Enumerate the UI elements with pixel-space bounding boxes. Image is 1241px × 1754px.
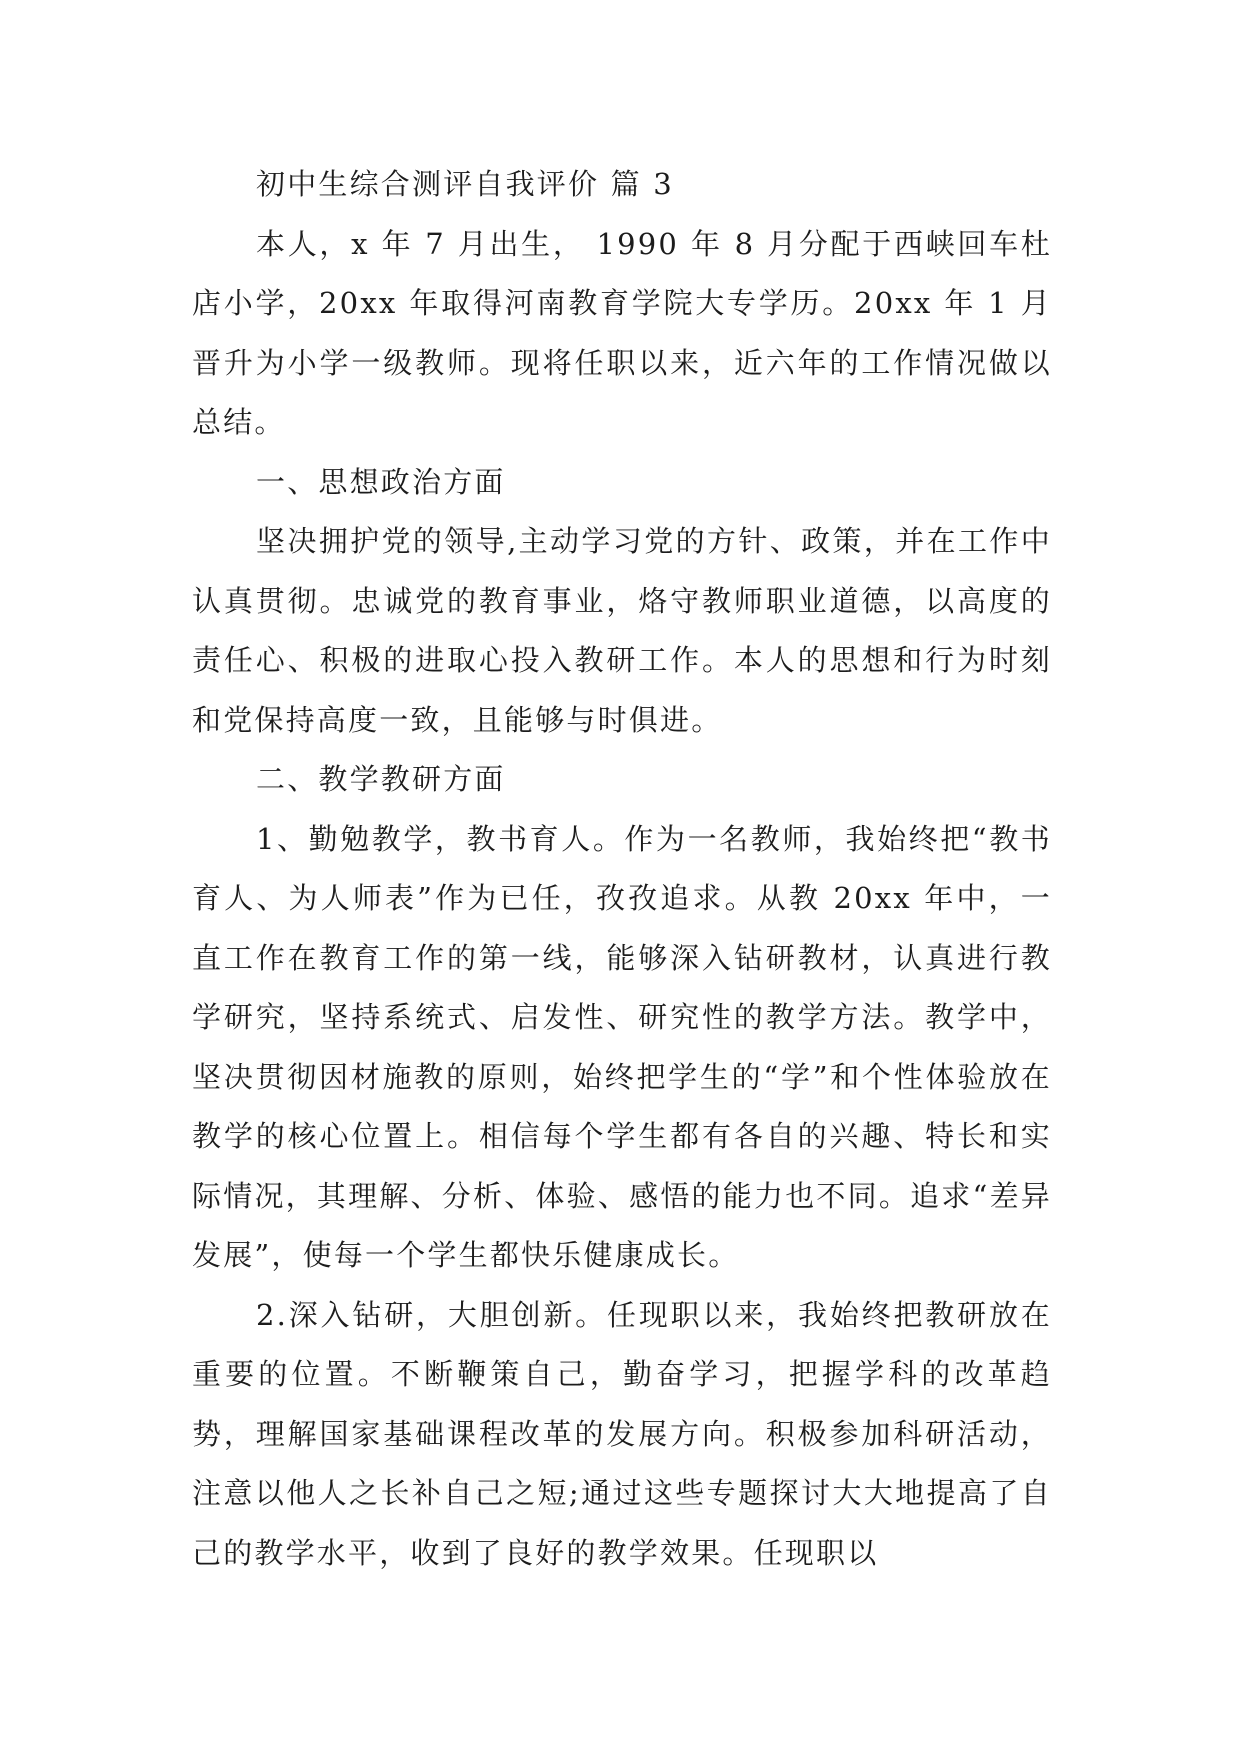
paragraph-teaching-1: 1、勤勉教学，教书育人。作为一名教师，我始终把“教书育人、为人师表”作为已任，孜孜追求。从教 20xx 年中，一直工作在教育工作的第一线，能够深入钻研教材，认真进行教学研究，坚持系统式、启发性、研究性的教学方法。教学中，坚决贯彻因材施教的原则，始终把学生的“学”和个性体验放在教学的核心位置上。相信每个学生都有各自的兴趣、特长和实际情况，其理解、分析、体验、感悟的能力也不同。追求“差异发展”，使每一个学生都快乐健康成长。: [192, 821, 1052, 1272]
document-body: [192, 155, 1052, 1583]
paragraph-intro: 本人，x 年 7 月出生， 1990 年 8 月分配于西峡回车杜店小学，20xx 年取得河南教育学院大专学历。20xx 年 1 月晋升为小学一级教师。现将任职以来，近六年的工作情况做以总结。: [192, 226, 1052, 439]
paragraph-teaching-2: 2.深入钻研，大胆创新。任现职以来，我始终把教研放在重要的位置。不断鞭策自己，勤奋学习，把握学科的改革趋势，理解国家基础课程改革的发展方向。积极参加科研活动，注意以他人之长补自己之短;通过这些专题探讨大大地提高了自己的教学水平，收到了良好的教学效果。任现职以: [192, 1297, 1052, 1570]
document-title: 初中生综合测评自我评价 篇 3: [256, 167, 674, 201]
paragraph-ideology: 坚决拥护党的领导,主动学习党的方针、政策，并在工作中认真贯彻。忠诚党的教育事业，烙守教师职业道德，以高度的责任心、积极的进取心投入教研工作。本人的思想和行为时刻和党保持高度一致，且能够与时俱进。: [192, 524, 1052, 737]
section-heading-ideology: 一、思想政治方面: [256, 464, 506, 499]
section-heading-teaching: 二、教学教研方面: [256, 762, 506, 796]
